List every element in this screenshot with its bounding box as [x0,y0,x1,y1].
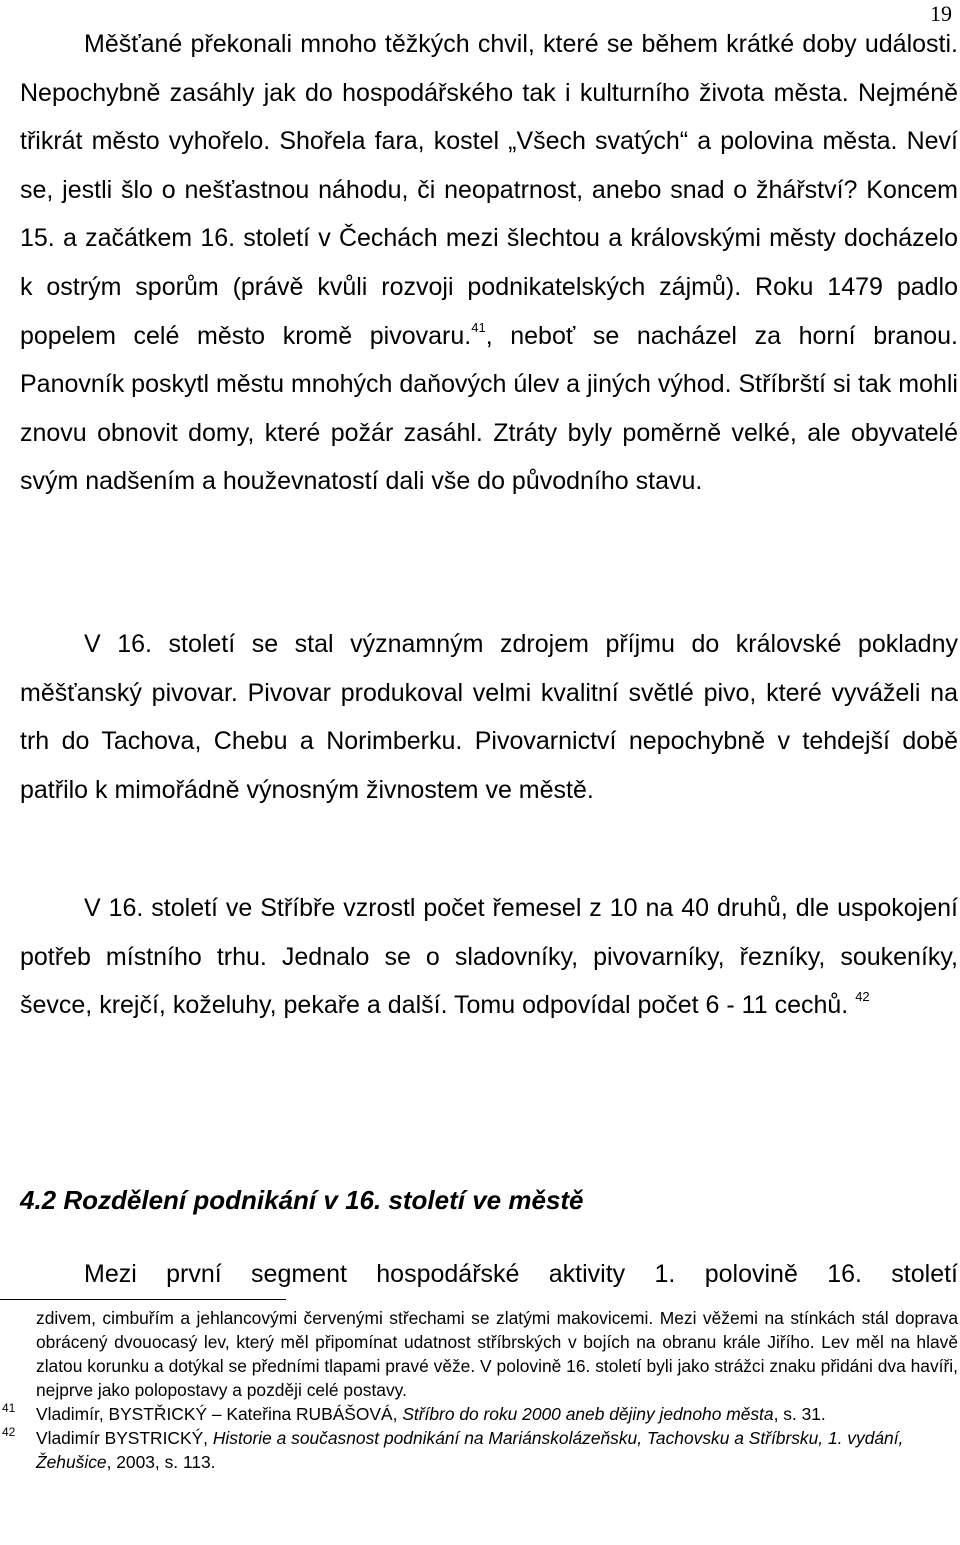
footnotes [0,1306,960,1474]
footnote-42 [0,1426,958,1474]
footnote-separator [0,1299,286,1300]
footnote-41 [0,1402,958,1426]
paragraph-crafts [20,884,958,1030]
footnote-number: 41 [2,1401,16,1415]
paragraph-text: V 16. století ve Stříbře vzrostl počet řemesel z 10 na 40 druhů, dle uspokojení potřeb místního trhu. Jednalo se o sladovníky, pivovarníky, řezníky, soukeníky, ševce, krejčí, koželuhy, pekaře a další. Tomu odpovídal počet 6 - 11 cechů. [20,894,958,1020]
paragraph-town-fires [20,20,958,506]
page-number: 19 [930,1,952,26]
section-heading: 4.2 Rozdělení podnikání v 16. století ve městě [20,1185,584,1215]
footnote-title: Historie a současnost podnikání na Mariánskolázeňsku, Tachovsku a Stříbrsku, 1. vydání, Žehušice [36,1428,904,1472]
footnote-rest: , 2003, s. 113. [106,1452,216,1472]
paragraph-text: , neboť se nacházel za horní branou. Panovník poskytl městu mnohých daňových úlev a jiných výhod. Stříbrští si tak mohli znovu obnovit domy, které požár zasáhl. Ztráty byly poměrně velké, ale obyvatelé svým nadšením a houževnatostí dali vše do původního stavu. [20,321,958,496]
footnote-rest: , s. 31. [773,1404,826,1424]
footnote-author: Vladimír BYSTRICKÝ, [36,1428,209,1448]
paragraph-economic-segment: Mezi první segment hospodářské aktivity 1. polovině 16. století [84,1260,958,1288]
paragraph-text: Měšťané překonali mnoho těžkých chvil, které se během krátké doby události. Nepochybně zasáhly jak do hospodářského tak i kulturního života města. Nejméně třikrát město vyhořelo. Shořela fara, kostel „Všech svatých“ a polovina města. Neví se, jestli šlo o nešťastnou náhodu, či neopatrnost, anebo snad o žhářství? Koncem 15. a začátkem 16. století v Čechách mezi šlechtou a královskými městy docházelo k ostrým sporům (právě kvůli rozvoji podnikatelských zájmů). Roku 1479 padlo popelem celé město kromě pivovaru. [20,30,958,350]
footnote-author: Vladimír, BYSTŘICKÝ – Kateřina RUBÁŠOVÁ, [36,1404,398,1424]
footnote-ref-42[interactable]: 42 [855,989,870,1005]
footnote-title: Stříbro do roku 2000 aneb dějiny jednoho města [402,1404,774,1424]
footnote-number: 42 [2,1425,16,1439]
paragraph-brewery: V 16. století se stal významným zdrojem příjmu do královské pokladny měšťanský pivovar. Pivovar produkoval velmi kvalitní světlé pivo, které vyváželi na trh do Tachova, Chebu a Norimberku. Pivovarnictví nepochybně v tehdejší době patřilo k mimořádně výnosným živnostem ve městě. [20,630,958,804]
footnote-ref-41[interactable]: 41 [471,319,486,335]
footnote-continuation: zdivem, cimbuřím a jehlancovými červenými střechami se zlatými makovicemi. Mezi věžemi na stínkách stál doprava obrácený dvouocasý lev, který měl připomínat udatnost stříbrských v bojích na obranu krále Jiřího. Lev měl na hlavě zlatou korunku a dotýkal se předními tlapami pravé věže. V polovině 16. století byli jako strážci znaku přidáni dva havíři, nejprve jako polopostavy a později celé postavy. [36,1308,958,1400]
